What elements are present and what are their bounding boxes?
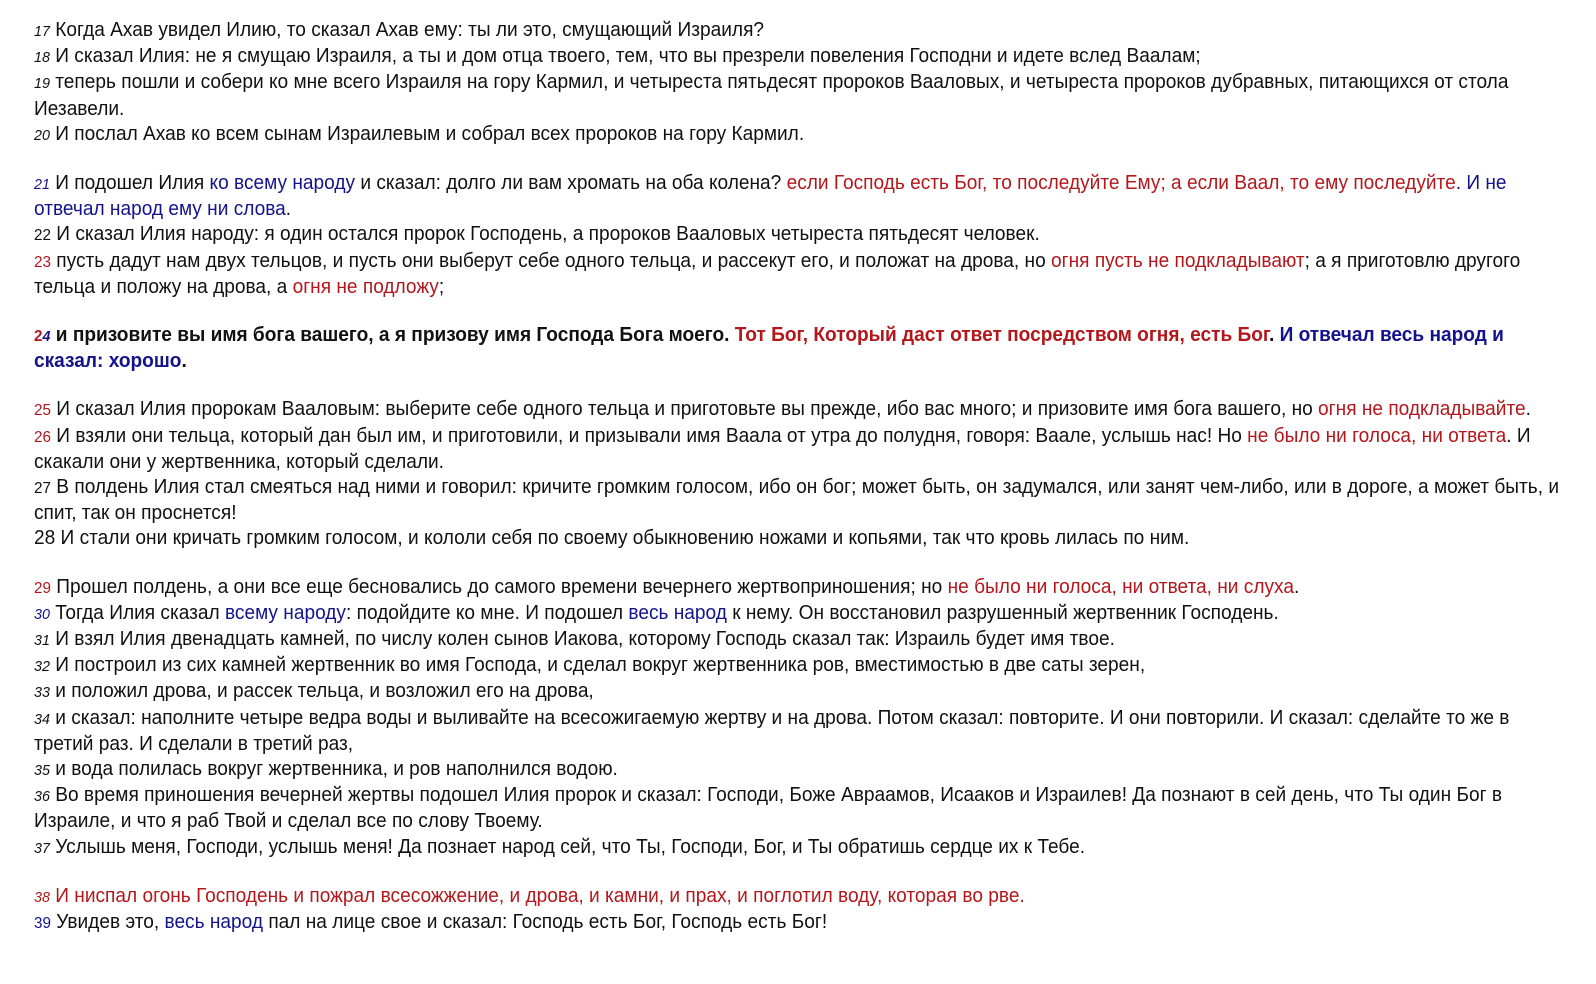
verse-number: 23	[34, 253, 51, 271]
highlight-people: весь народ	[628, 601, 727, 624]
verse-number: 35	[34, 762, 50, 780]
paragraph-3	[34, 323, 1562, 374]
verse-text: .	[1525, 398, 1531, 421]
paragraph-1	[34, 18, 1562, 148]
verse-34	[34, 706, 1562, 757]
verse-25	[34, 397, 1562, 423]
verse-text: И стали они кричать громким голосом, и кололи себя по своему обыкновению ножами и копьями, так что кровь лилась по ним.	[60, 527, 1190, 550]
verse-number: 18	[34, 49, 50, 67]
verse-number: 20	[34, 126, 50, 144]
verse-21	[34, 171, 1562, 222]
verse-text: Когда Ахав увидел Илию, то сказал Ахав ему: ты ли это, смущающий Израиля?	[55, 19, 765, 41]
verse-text: ; а я приготовлю другого тельца и положу на дрова, а	[34, 249, 1521, 298]
verse-text: .	[181, 350, 187, 373]
verse-23	[34, 249, 1562, 300]
verse-text: .	[1293, 575, 1300, 598]
verse-text: И взяли они тельца, который дан был им, и приготовили, и призывали имя Ваала от утра до полудня, говоря: Ваале, услышь нас! Но	[56, 424, 1248, 447]
verse-number: 36	[34, 788, 50, 806]
verse-number: 4	[42, 328, 51, 346]
verse-number: 22	[34, 227, 51, 245]
verse-text: И сказал Илия пророкам Вааловым: выберите себе одного тельца и приготовьте вы прежде, ибо вас много; и призовите имя бога вашего, но	[56, 398, 1319, 421]
verse-number: 38	[34, 888, 50, 906]
verse-text: И сказал Илия: не я смущаю Израиля, а ты и дом отца твоего, тем, что вы презрели повеления Господни и идете вслед Ваалам;	[55, 45, 1201, 68]
verse-20	[34, 122, 1562, 148]
verse-32	[34, 653, 1562, 679]
highlight-people: всему народу	[224, 601, 346, 624]
verse-text: к нему. Он восстановил разрушенный жертвенник Господень.	[726, 601, 1279, 624]
verse-text: Услышь меня, Господи, услышь меня! Да познает народ сей, что Ты, Господи, Бог, и Ты обратишь сердце их к Тебе.	[55, 835, 1086, 858]
verse-text: и призовите вы имя бога вашего, а я призову имя Господа Бога моего.	[55, 324, 735, 347]
verse-39	[34, 910, 1562, 936]
verse-number: 32	[34, 658, 50, 676]
verse-number: 29	[34, 579, 51, 597]
paragraph-5	[34, 575, 1562, 861]
paragraph-6	[34, 884, 1562, 936]
verse-text: И сказал Илия народу: я один остался пророк Господень, а пророков Вааловых четыреста пятьдесят человек.	[56, 223, 1040, 246]
verse-18	[34, 44, 1562, 70]
highlight-fire: И ниспал огонь Господень и пожрал всесожжение, и дрова, и камни, и прах, и поглотил воду, которая во рве.	[55, 884, 1025, 907]
verse-17	[34, 18, 1562, 44]
highlight-fire: огня не подкладывайте	[1318, 398, 1526, 421]
verse-text: теперь пошли и собери ко мне всего Израиля на гору Кармил, и четыреста пятьдесят пророков Вааловых, и четыреста пророков дубравных, питающихся от стола Иезавели.	[34, 71, 1509, 120]
verse-text: и вода полилась вокруг жертвенника, и ров наполнился водою.	[55, 758, 618, 781]
verse-text: Во время приношения вечерней жертвы подошел Илия пророк и сказал: Господи, Боже Авраамов, Исааков и Израилев! Да познают в сей день, что Ты один Бог в Израиле, и что я раб Твой и сделал все по слову Твоему.	[34, 784, 1503, 833]
highlight-people: И не отвечал народ ему ни слова	[34, 172, 1507, 221]
verse-text: .	[1268, 324, 1280, 347]
verse-text: .	[285, 198, 292, 221]
verse-number: 34	[34, 710, 50, 728]
verse-37	[34, 835, 1562, 861]
verse-text: И подошел Илия	[55, 172, 210, 195]
verse-26	[34, 424, 1562, 475]
verse-27	[34, 475, 1562, 526]
highlight-silence: не было ни голоса, ни ответа	[1247, 424, 1507, 447]
verse-number: 37	[34, 839, 50, 857]
verse-text: и сказал: долго ли вам хромать на оба колена?	[355, 172, 787, 195]
verse-30	[34, 601, 1562, 627]
highlight-god: если Господь есть Бог, то последуйте Ему; а если Ваал, то ему последуйте	[786, 172, 1456, 195]
verse-22	[34, 222, 1562, 248]
highlight-fire: огня не подложу	[292, 275, 439, 298]
verse-text: пусть дадут нам двух тельцов, и пусть они выберут себе одного тельца, и рассекут его, и положат на дрова, но	[56, 249, 1052, 272]
highlight-people: ко всему народу	[209, 172, 356, 195]
verse-text: и сказал: наполните четыре ведра воды и выливайте на всесожигаемую жертву и на дрова. Потом сказал: повторите. И они повторили. И сказал: сделайте то же в третий раз. И сделали в третий раз,	[34, 706, 1510, 755]
verse-31	[34, 627, 1562, 653]
paragraph-4	[34, 397, 1562, 551]
verse-28	[34, 526, 1562, 551]
highlight-silence: не было ни голоса, ни ответа, ни слуха	[947, 575, 1294, 598]
verse-text: И послал Ахав ко всем сынам Израилевым и собрал всех пророков на гору Кармил.	[55, 122, 805, 145]
verse-number: 39	[34, 915, 51, 933]
verse-text: пал на лице свое и сказал: Господь есть Бог, Господь есть Бог!	[263, 911, 828, 934]
verse-38	[34, 884, 1562, 910]
verse-text: . И скакали они у жертвенника, который сделали.	[34, 424, 1531, 473]
verse-text: И взял Илия двенадцать камней, по числу колен сынов Иакова, которому Господь сказал так: Израиль будет имя твое.	[55, 628, 1115, 651]
highlight-people: весь народ	[164, 911, 264, 934]
verse-29	[34, 575, 1562, 601]
verse-text: Увидев это,	[56, 911, 165, 934]
verse-number: 33	[34, 684, 50, 702]
highlight-god: Тот Бог, Который даст ответ посредством огня, есть Бог	[734, 324, 1269, 347]
verse-number: 30	[34, 605, 50, 623]
verse-text: Прошел полдень, а они все еще бесновались до самого времени вечернего жертвоприношения; но	[56, 575, 948, 598]
verse-19	[34, 70, 1562, 121]
verse-text: и положил дрова, и рассек тельца, и возложил его на дрова,	[55, 680, 594, 703]
verse-text: В полдень Илия стал смеяться над ними и говорил: кричите громким голосом, ибо он бог; может быть, он задумался, или занят чем-либо, или в дороге, а может быть, и спит, так он проснется!	[34, 476, 1560, 525]
verse-number: 27	[34, 480, 51, 498]
verse-number: 2	[34, 328, 43, 346]
verse-24	[34, 323, 1562, 374]
verse-number: 31	[34, 632, 50, 650]
verse-number: 17	[34, 23, 50, 40]
verse-text: ;	[438, 275, 445, 298]
highlight-fire: огня пусть не подкладывают	[1051, 249, 1305, 272]
verse-36	[34, 783, 1562, 834]
verse-text: Тогда Илия сказал	[55, 601, 225, 624]
verse-number: 21	[34, 176, 50, 194]
verse-number: 28	[34, 527, 56, 550]
verse-text: : подойдите ко мне. И подошел	[345, 601, 629, 624]
verse-text: .	[1455, 172, 1467, 195]
highlight-people: И отвечал весь народ и сказал: хорошо	[34, 324, 1504, 373]
paragraph-2	[34, 171, 1562, 300]
verse-33	[34, 679, 1562, 705]
verse-35	[34, 757, 1562, 783]
scripture-document	[34, 18, 1560, 959]
verse-number: 19	[34, 75, 50, 93]
verse-text: И построил из сих камней жертвенник во имя Господа, и сделал вокруг жертвенника ров, вместимостью в две саты зерен,	[55, 654, 1146, 677]
verse-number: 25	[34, 402, 51, 420]
verse-number: 26	[34, 428, 51, 446]
